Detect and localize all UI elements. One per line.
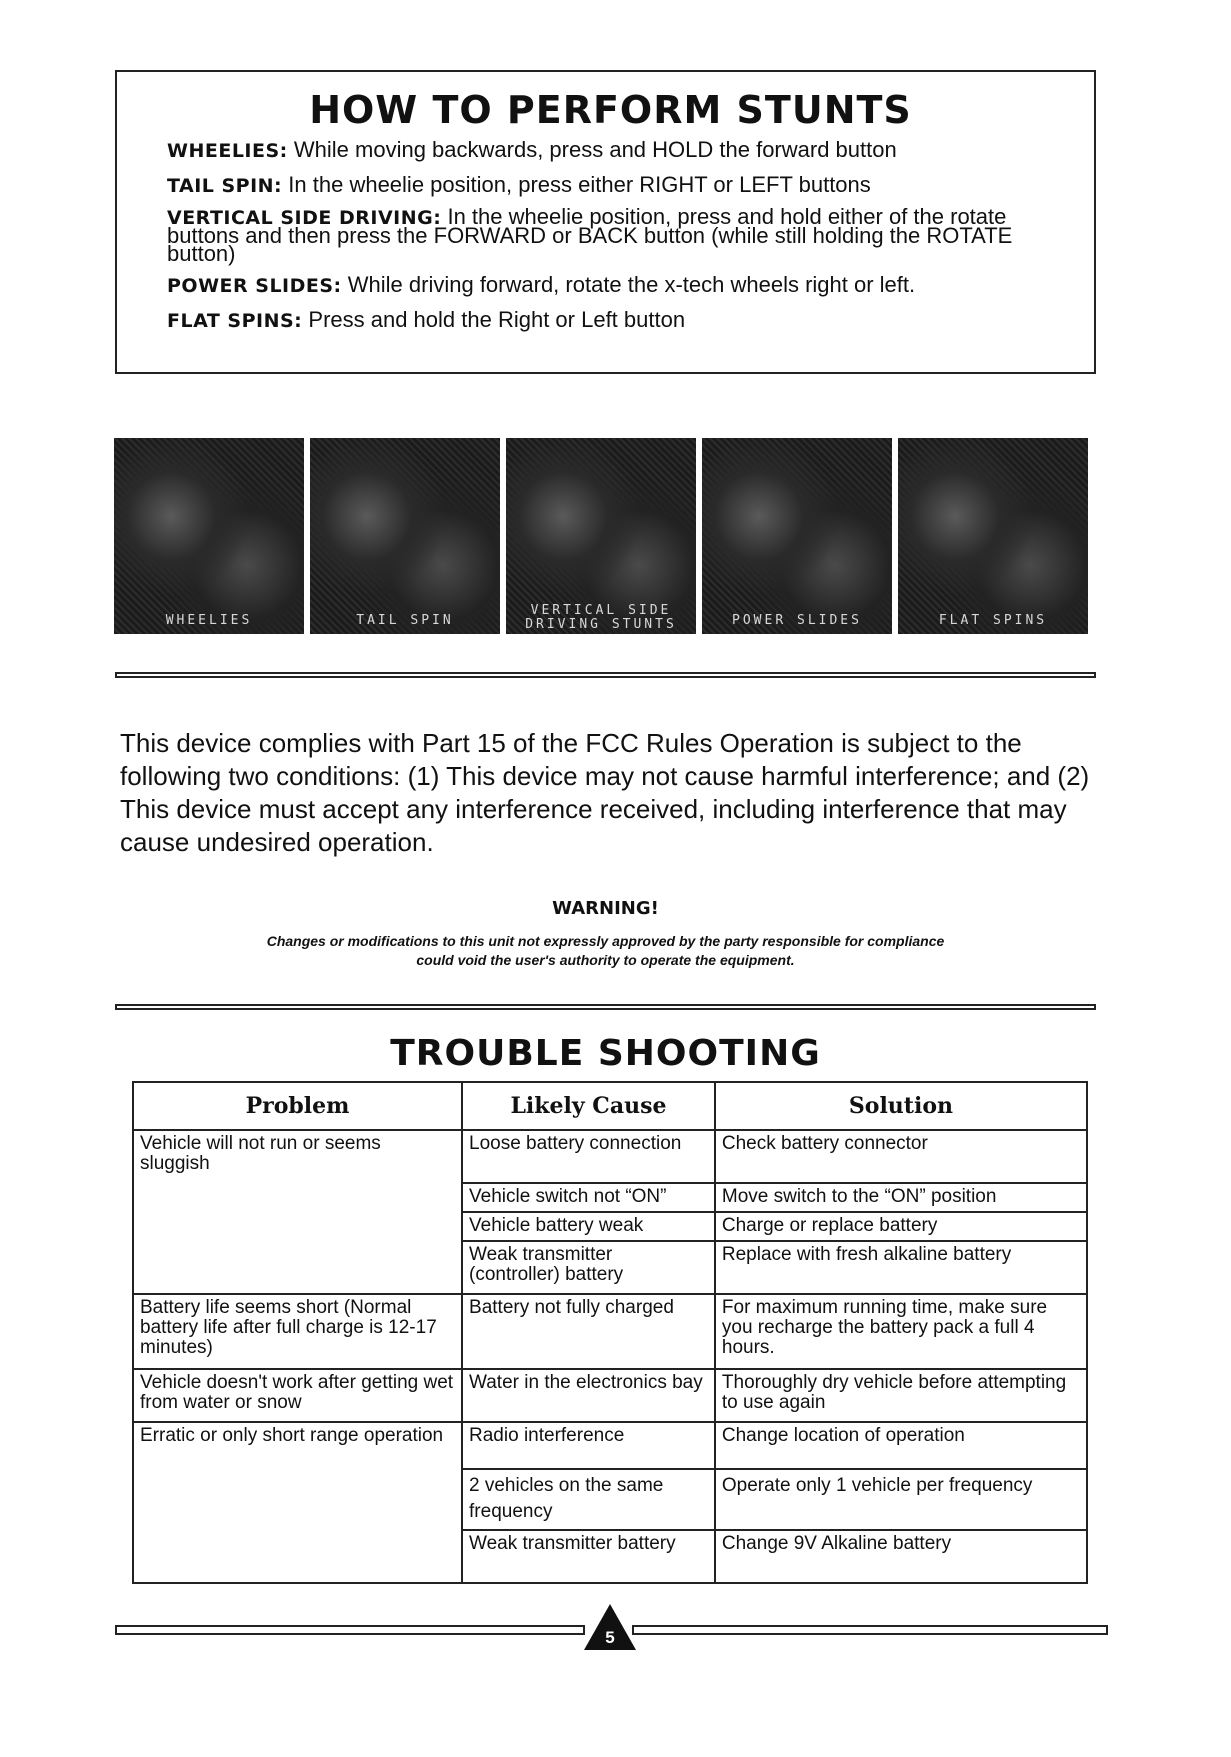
fcc-compliance-text: This device complies with Part 15 of the FCC Rules Operation is subject to the following two conditions: (1) This device may not cause harmful interference; and (2) This device must accept any interference received, including interference that may cause undesired operation. [120, 728, 1090, 857]
page-number: 5 [605, 1628, 615, 1647]
solution-cell: Thoroughly dry vehicle before attempting to use again [715, 1369, 1087, 1422]
warning-title: WARNING! [552, 898, 659, 919]
solution-cell: For maximum running time, make sure you recharge the battery pack a full 4 hours. [715, 1294, 1087, 1369]
stunt-name: WHEELIES: [167, 140, 288, 162]
photo-label: WHEELIES [165, 613, 253, 628]
cause-cell: Vehicle switch not “ON” [462, 1183, 715, 1212]
problem-cell: Vehicle doesn't work after getting wet from water or snow [133, 1369, 462, 1422]
page-number-badge [582, 1602, 638, 1652]
stunt-vertical-side-driving [167, 204, 1054, 266]
header-problem: Problem [133, 1082, 462, 1130]
stunt-text: Press and hold the Right or Left button [308, 307, 686, 332]
header-solution: Solution [715, 1082, 1087, 1130]
stunt-text: While driving forward, rotate the x-tech wheels right or left. [347, 272, 916, 297]
cause-cell: Radio interference [462, 1422, 715, 1469]
photo-tail-spin [310, 438, 500, 634]
solution-cell: Change 9V Alkaline battery [715, 1530, 1087, 1583]
footer-rule-right [632, 1625, 1108, 1635]
table-header-row [133, 1082, 1087, 1130]
warning-text [115, 932, 1096, 970]
stunts-title: HOW TO PERFORM STUNTS [309, 88, 912, 132]
cause-cell: Weak transmitter (controller) battery [462, 1241, 715, 1294]
cause-cell: 2 vehicles on the same frequency [462, 1469, 715, 1530]
troubleshooting-title: TROUBLE SHOOTING [390, 1033, 821, 1074]
stunt-photo-strip [114, 438, 1088, 634]
problem-cell: Vehicle will not run or seems sluggish [133, 1130, 462, 1294]
warning-line-1: Changes or modifications to this unit not expressly approved by the party responsible for compliance [266, 933, 945, 949]
stunt-name: FLAT SPINS: [167, 310, 303, 332]
cause-cell: Battery not fully charged [462, 1294, 715, 1369]
divider-rule [115, 672, 1096, 678]
photo-wheelies [114, 438, 304, 634]
solution-cell: Charge or replace battery [715, 1212, 1087, 1241]
stunt-flat-spins [167, 308, 1054, 333]
stunt-name: TAIL SPIN: [167, 175, 283, 197]
photo-vertical-side-driving [506, 438, 696, 634]
photo-label: POWER SLIDES [732, 613, 862, 628]
table-row [133, 1130, 1087, 1183]
stunt-name: VERTICAL SIDE DRIVING: [167, 207, 442, 229]
stunt-wheelies [167, 138, 1054, 163]
solution-cell: Replace with fresh alkaline battery [715, 1241, 1087, 1294]
troubleshooting-table [132, 1081, 1088, 1584]
cause-cell: Water in the electronics bay [462, 1369, 715, 1422]
table-row [133, 1422, 1087, 1469]
header-likely-cause: Likely Cause [462, 1082, 715, 1130]
stunt-text: In the wheelie position, press and hold either of the rotate buttons and then press the FORWARD or BACK button (while still holding the ROTATE button) [167, 204, 1013, 266]
solution-cell: Change location of operation [715, 1422, 1087, 1469]
solution-cell: Move switch to the “ON” position [715, 1183, 1087, 1212]
problem-cell: Erratic or only short range operation [133, 1422, 462, 1583]
photo-power-slides [702, 438, 892, 634]
divider-rule [115, 1004, 1096, 1010]
stunt-tail-spin [167, 173, 1054, 198]
stunt-name: POWER SLIDES: [167, 275, 342, 297]
footer-rule-left [115, 1625, 585, 1635]
stunt-text: In the wheelie position, press either RIGHT or LEFT buttons [288, 172, 871, 197]
solution-cell: Check battery connector [715, 1130, 1087, 1183]
problem-cell: Battery life seems short (Normal battery life after full charge is 12-17 minutes) [133, 1294, 462, 1369]
photo-flat-spins [898, 438, 1088, 634]
warning-line-2: could void the user's authority to operate the equipment. [416, 952, 795, 968]
table-row [133, 1294, 1087, 1369]
stunt-power-slides [167, 273, 1054, 298]
stunts-box [115, 70, 1096, 374]
cause-cell: Weak transmitter battery [462, 1530, 715, 1583]
photo-label: FLAT SPINS [938, 613, 1048, 628]
photo-label: VERTICAL SIDE DRIVING STUNTS [525, 603, 677, 632]
cause-cell: Vehicle battery weak [462, 1212, 715, 1241]
photo-label: TAIL SPIN [356, 613, 454, 628]
cause-cell: Loose battery connection [462, 1130, 715, 1183]
table-row [133, 1369, 1087, 1422]
solution-cell: Operate only 1 vehicle per frequency [715, 1469, 1087, 1530]
stunt-text: While moving backwards, press and HOLD the forward button [293, 137, 897, 162]
